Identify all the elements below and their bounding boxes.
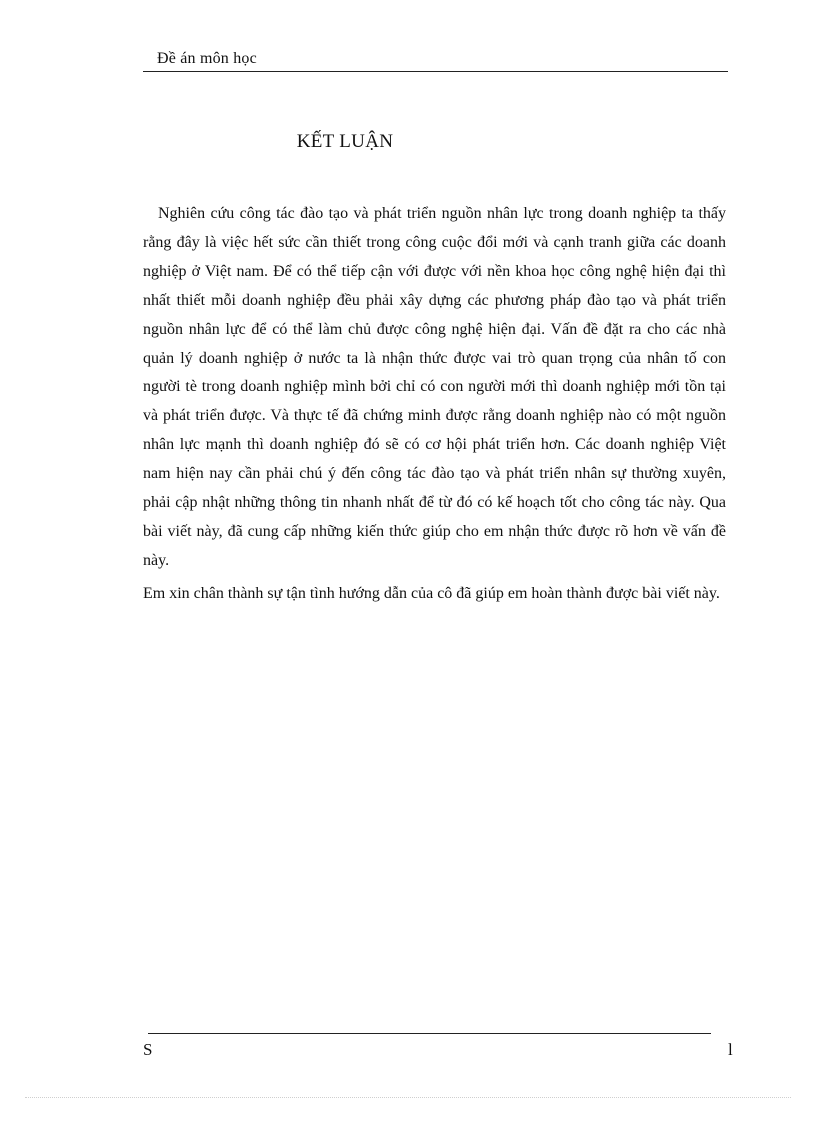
footer-page-number: l: [728, 1040, 733, 1059]
footer-left-text: S: [143, 1040, 153, 1059]
header-divider: [143, 71, 728, 72]
document-body: [143, 200, 726, 609]
body-paragraph-2: Em xin chân thành sự tận tình hướng dẫn của cô đã giúp em hoàn thành được bài viết này.: [143, 584, 720, 602]
section-title: KẾT LUẬN: [296, 131, 394, 152]
footer-divider: [148, 1033, 711, 1034]
page-bottom-dotted-edge: [25, 1097, 791, 1098]
body-paragraph-1: Nghiên cứu công tác đào tạo và phát triển nguồn nhân lực trong doanh nghiệp ta thấy rằng đây là việc hết sức cần thiết trong công cuộc đổi mới và cạnh tranh giữa các doanh nghiệp ở Việt nam. Để có thể tiếp cận với được với nền khoa học công nghệ hiện đại thì nhất thiết mỗi doanh nghiệp đều phải xây dựng các phương pháp đào tạo và phát triển nguồn nhân lực để có thể làm chủ được công nghệ hiện đại. Vấn đề đặt ra cho các nhà quản lý doanh nghiệp ở nước ta là nhận thức được vai trò quan trọng của nhân tố con người tè trong doanh nghiệp mình bởi chỉ có con người mới thì doanh nghiệp mới tồn tại và phát triển được. Và thực tế đã chứng minh được rằng doanh nghiệp nào có một nguồn nhân lực mạnh thì doanh nghiệp đó sẽ có cơ hội phát triển hơn. Các doanh nghiệp Việt nam hiện nay cần phải chú ý đến công tác đào tạo và phát triển nhân sự thường xuyên, phải cập nhật những thông tin nhanh nhất để từ đó có kế hoạch tốt cho công tác này. Qua bài viết này, đã cung cấp những kiến thức giúp cho em nhận thức được rõ hơn về vấn đề này.: [143, 205, 726, 569]
page-header-title: Đề án môn học: [157, 50, 257, 67]
